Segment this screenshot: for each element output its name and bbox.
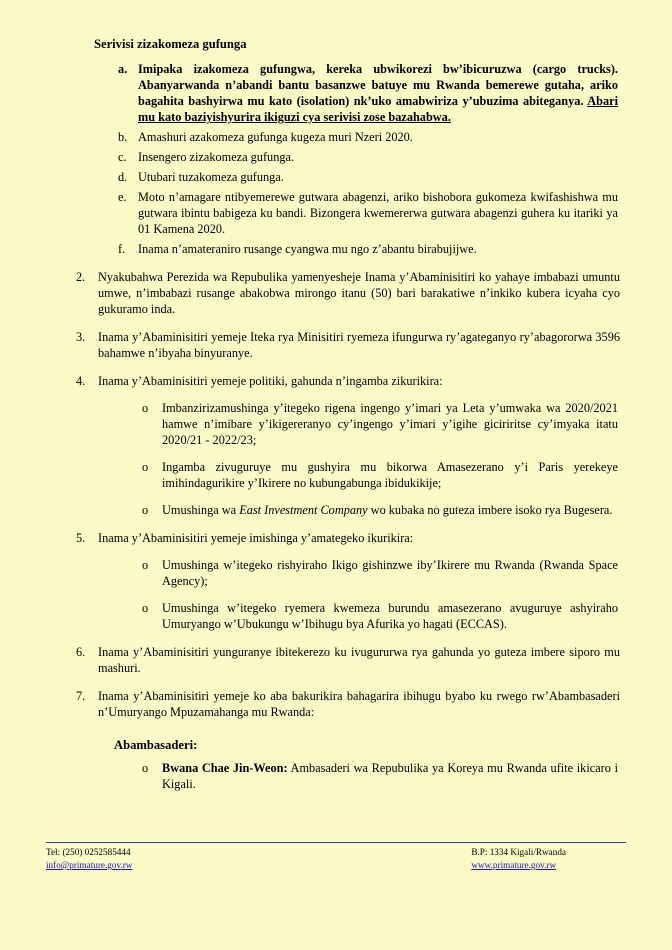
list-item-text: Inama y’Abaminisitiri yemeje Iteka rya Minisitiri ryemeza ifungurwa ry’agateganyo ry’abagororwa 3596 bahamwe n’ibyaha binyuranye. xyxy=(98,330,620,361)
footer-right xyxy=(471,846,566,872)
list-item-underlined-text: Abari mu kato baziyishyurira ikiguzi cya serivisi zose bazahabwa. xyxy=(138,94,618,125)
list-item xyxy=(118,62,620,126)
list-item-text: Inama y’Abaminisitiri yemeje politiki, gahunda n’ingamba zikurikira: xyxy=(98,374,443,389)
sub-list-text-after: wo kubaka no guteza imbere isoko rya Bugesera. xyxy=(367,503,613,518)
list-marker: 2. xyxy=(76,270,86,285)
list-marker: 3. xyxy=(76,330,86,345)
list-item-text: Insengero zizakomeza gufunga. xyxy=(138,150,295,165)
sub-list-item-text xyxy=(162,503,618,519)
ambassador-name: Bwana Chae Jin-Weon: xyxy=(162,761,288,776)
sub-list-item xyxy=(142,460,618,492)
list-marker: 7. xyxy=(76,688,86,703)
footer-postal-address: B.P: 1334 Kigali/Rwanda xyxy=(471,847,566,858)
sub-list-item-text: Umushinga w’itegeko ryemera kwemeza burundu amasezerano avuguruye ashyiraho Umuryango w’Ubukungu w’Ibihugu bya Afurika yo hagati (ECCAS). xyxy=(162,600,618,631)
sub-list-marker: o xyxy=(142,460,149,475)
list-marker: 6. xyxy=(76,644,86,659)
sub-list-item xyxy=(142,601,618,633)
document-content xyxy=(46,36,626,793)
list-item xyxy=(118,150,620,166)
list-marker: d. xyxy=(118,170,128,185)
list-item-text: Inama n’amateraniro rusange cyangwa mu ngo z’abantu birabujijwe. xyxy=(138,242,477,257)
list-marker: f. xyxy=(118,242,126,257)
ambassador-item xyxy=(142,761,618,793)
list-item xyxy=(76,330,620,362)
list-item xyxy=(76,270,620,318)
list-item xyxy=(76,645,620,677)
company-name: East Investment Company xyxy=(239,503,368,518)
sub-list-text-before: Umushinga wa xyxy=(162,503,240,518)
list-marker: a. xyxy=(118,62,128,77)
sub-list-item xyxy=(142,558,618,590)
list-marker: 4. xyxy=(76,374,86,389)
sub-list-marker: o xyxy=(142,557,149,572)
sub-list-marker: o xyxy=(142,600,149,615)
list-item-text: Nyakubahwa Perezida wa Repubulika yamenyesheje Inama y’Abaminisitiri ko yahaye imbabazi umuntu umwe, n’imbabazi rusange abakobwa mirongo itanu (50) bari barakatiwe n’inkiko kubera icyaha cyo gukuramo inda. xyxy=(98,270,620,317)
list-marker: e. xyxy=(118,190,127,205)
list-marker: 5. xyxy=(76,531,86,545)
section-title: Serivisi zizakomeza gufunga xyxy=(94,37,247,51)
list-item-text: Inama y’Abaminisitiri yemeje ko aba bakurikira bahagarira ibihugu byabo ku rwego rw’Abambasaderi n’Umuryango Mpuzamahanga mu Rwanda: xyxy=(98,688,620,719)
list-item xyxy=(76,531,620,547)
page-footer xyxy=(46,842,626,872)
sub-list-item-text: Imbanzirizamushinga y’itegeko rigena ingengo y’imari ya Leta y’umwaka wa 2020/2021 hamwe n’imibare y’ikigereranyo cy’ingengo y’imari y’igihe giciriritse cy’imyaka itatu 2020/21 - 2022/23; xyxy=(162,401,618,448)
list-item-text xyxy=(138,62,620,126)
list-item xyxy=(76,374,620,390)
footer-phone: Tel: (250) 0252585444 xyxy=(46,847,131,858)
footer-website-link[interactable]: www.primature.gov.rw xyxy=(471,860,557,871)
list-item xyxy=(76,689,620,721)
list-item xyxy=(118,170,620,186)
list-marker: c. xyxy=(118,150,127,165)
list-marker: b. xyxy=(118,130,128,145)
list-item-text: Inama y’Abaminisitiri yemeje imishinga y’amategeko ikurikira: xyxy=(98,531,414,545)
list-item xyxy=(118,242,620,258)
list-item xyxy=(118,190,620,238)
ambassadors-heading: Abambasaderi: xyxy=(114,737,198,752)
list-item-text-part: Imipaka izakomeza gufungwa, kereka ubwikorezi bw’ibicuruzwa (cargo trucks). Abanyarwanda n’abandi bantu basanzwe batuye mu Rwanda bemerewe gutaha, ariko bagahita bashyirwa mu kato (isolation) nk’uko amabwiriza y’ubuzima abiteganya. xyxy=(138,62,618,109)
ambassador-description: Ambasaderi wa Repubulika ya Koreya mu Rwanda ufite ikicaro i Kigali. xyxy=(162,761,618,792)
sub-list-marker: o xyxy=(142,503,149,518)
list-item-text: Utubari tuzakomeza gufunga. xyxy=(138,170,284,185)
sub-list-item xyxy=(142,401,618,449)
list-item-text: Moto n’amagare ntibyemerewe gutwara abagenzi, ariko bishobora gukomeza kwifashishwa mu gutwara ibintu babigeza ku bandi. Bizongera kwemererwa gutwara abagenzi guhera ku itariki ya 01 Kamena 2020. xyxy=(138,190,618,237)
sub-list-item-text: Ingamba zivuguruye mu gushyira mu bikorwa Amasezerano y’i Paris yerekeye imihindagurikire y’Ikirere no kubungabunga ibidukikije; xyxy=(162,460,618,491)
list-item xyxy=(118,130,620,146)
ambassador-text xyxy=(162,761,618,793)
list-item-text: Inama y’Abaminisitiri yunguranye ibitekerezo ku ivugururwa rya gahunda yo guteza imbere siporo mu mashuri. xyxy=(98,644,620,675)
sub-list-marker: o xyxy=(142,761,149,776)
footer-left xyxy=(46,846,132,872)
sub-list-marker: o xyxy=(142,401,149,416)
footer-email-link[interactable]: info@primature.gov.rw xyxy=(46,860,133,871)
sub-list-item-text: Umushinga w’itegeko rishyiraho Ikigo gishinzwe iby’Ikirere mu Rwanda (Rwanda Space Agency); xyxy=(162,557,618,588)
sub-list-item xyxy=(142,503,618,519)
list-item-text: Amashuri azakomeza gufunga kugeza muri Nzeri 2020. xyxy=(138,130,413,145)
